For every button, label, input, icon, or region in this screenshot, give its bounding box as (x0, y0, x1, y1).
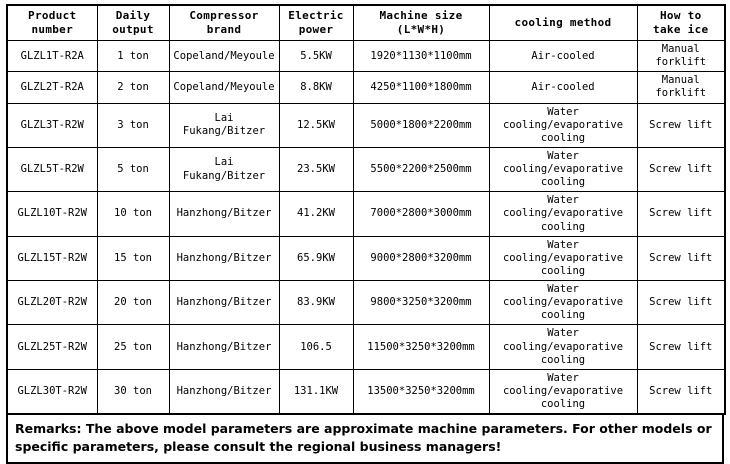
table-row (7, 281, 725, 325)
cell-line: Water (547, 283, 579, 295)
cell-machine-size: 4250*1100*1800mm (353, 72, 489, 103)
cell-take-ice (637, 325, 725, 369)
cell-line: Manual (661, 43, 700, 55)
cell-electric-power: 65.9KW (279, 236, 353, 280)
cell-cooling-method (489, 103, 637, 147)
cell-product-number: GLZL30T-R2W (7, 369, 97, 414)
cell-line: Hanzhong/Bitzer (176, 340, 272, 353)
cell-line: Hanzhong/Bitzer (176, 251, 272, 264)
table-row (7, 192, 725, 236)
column-header-daily-output (97, 5, 169, 41)
cell-line: Lai (214, 112, 234, 125)
cell-take-ice (637, 103, 725, 147)
cell-compressor-brand (169, 147, 279, 191)
cell-daily-output: 1 ton (97, 41, 169, 72)
cell-line: forklift (655, 56, 707, 69)
cell-cooling-method (489, 369, 637, 414)
cell-line: cooling (540, 264, 586, 277)
table-row (7, 103, 725, 147)
cell-take-ice (637, 147, 725, 191)
cell-compressor-brand (169, 41, 279, 72)
header-line: (L*W*H) (396, 23, 446, 36)
cell-compressor-brand (169, 72, 279, 103)
cell-daily-output: 10 ton (97, 192, 169, 236)
cell-electric-power: 12.5KW (279, 103, 353, 147)
cell-line: cooling/evaporative (502, 251, 624, 264)
cell-cooling-method (489, 236, 637, 280)
cell-cooling-method (489, 147, 637, 191)
cell-line: Water (547, 238, 579, 251)
cell-line: Fukang/Bitzer (182, 125, 266, 138)
header-line: How to (659, 9, 702, 23)
cell-product-number: GLZL20T-R2W (7, 281, 97, 325)
cell-compressor-brand (169, 192, 279, 236)
header-line: Electric (288, 9, 344, 23)
cell-take-ice (637, 72, 725, 103)
header-line: output (112, 23, 154, 36)
cell-line: Lai (214, 156, 234, 169)
remarks-line-1: Remarks: The above model parameters are approximate machine parameters. For other models or (15, 421, 712, 437)
cell-daily-output: 30 ton (97, 369, 169, 414)
cell-line: cooling/evaporative (502, 384, 624, 397)
cell-line: Air-cooled (531, 80, 595, 93)
cell-line: Water (547, 194, 579, 207)
cell-compressor-brand (169, 281, 279, 325)
cell-machine-size: 7000*2800*3000mm (353, 192, 489, 236)
cell-line: Screw lift (649, 296, 713, 309)
header-line: number (31, 23, 74, 36)
cell-line: Water (547, 327, 579, 340)
cell-line: cooling (540, 131, 586, 144)
cell-take-ice (637, 192, 725, 236)
cell-take-ice (637, 41, 725, 72)
table-row (7, 41, 725, 72)
column-header-cooling-method (489, 5, 637, 41)
cell-electric-power: 23.5KW (279, 147, 353, 191)
cell-line: Screw lift (649, 118, 713, 131)
cell-line: cooling (540, 398, 586, 410)
cell-cooling-method (489, 325, 637, 369)
cell-take-ice (637, 281, 725, 325)
cell-cooling-method (489, 281, 637, 325)
header-line: Machine size (379, 9, 463, 23)
table-row (7, 325, 725, 369)
cell-cooling-method (489, 192, 637, 236)
cell-electric-power: 8.8KW (279, 72, 353, 103)
table-body (7, 41, 725, 415)
column-header-machine-size (353, 5, 489, 41)
column-header-take-ice (637, 5, 725, 41)
cell-line: Screw lift (649, 384, 713, 397)
cell-product-number: GLZL25T-R2W (7, 325, 97, 369)
cell-machine-size: 11500*3250*3200mm (353, 325, 489, 369)
cell-daily-output: 3 ton (97, 103, 169, 147)
cell-line: Water (547, 149, 579, 162)
table-header-row (7, 5, 725, 41)
cell-line: Fukang/Bitzer (182, 169, 266, 182)
column-header-compressor-brand (169, 5, 279, 41)
cell-line: cooling (540, 309, 586, 322)
cell-line: Screw lift (649, 163, 713, 175)
cell-line: Hanzhong/Bitzer (176, 296, 272, 309)
cell-line: Copeland/Meyoule (173, 80, 275, 93)
header-line: Product (28, 9, 77, 23)
cell-line: Water (547, 371, 579, 384)
cell-line: Screw lift (649, 340, 713, 353)
cell-line: Screw lift (649, 207, 713, 220)
cell-cooling-method (489, 72, 637, 103)
table-row (7, 369, 725, 414)
cell-line: cooling/evaporative (502, 163, 624, 175)
cell-machine-size: 5000*1800*2200mm (353, 103, 489, 147)
table-row (7, 236, 725, 280)
cell-product-number: GLZL15T-R2W (7, 236, 97, 280)
header-line: power (298, 23, 334, 36)
cell-line: cooling (540, 220, 586, 233)
cell-electric-power: 106.5 (279, 325, 353, 369)
cell-electric-power: 41.2KW (279, 192, 353, 236)
specification-table (6, 4, 726, 415)
cell-product-number: GLZL1T-R2A (7, 41, 97, 72)
cell-compressor-brand (169, 103, 279, 147)
remarks-line-2: specific parameters, please consult the regional business managers! (15, 439, 502, 455)
cell-line: Copeland/Meyoule (173, 49, 275, 62)
cell-compressor-brand (169, 325, 279, 369)
header-line: take ice (653, 23, 709, 36)
table-row (7, 72, 725, 103)
cell-machine-size: 1920*1130*1100mm (353, 41, 489, 72)
cell-take-ice (637, 236, 725, 280)
header-line: cooling method (514, 16, 612, 30)
cell-daily-output: 20 ton (97, 281, 169, 325)
cell-line: Hanzhong/Bitzer (176, 207, 272, 220)
header-line: Compressor (189, 9, 259, 23)
cell-line: Water (547, 105, 579, 118)
cell-line: cooling/evaporative (502, 340, 624, 353)
cell-line: cooling/evaporative (502, 118, 624, 131)
cell-daily-output: 25 ton (97, 325, 169, 369)
table-header (7, 5, 725, 41)
cell-cooling-method (489, 41, 637, 72)
cell-line: cooling/evaporative (502, 207, 624, 220)
cell-line: Manual (661, 74, 700, 87)
cell-line: Hanzhong/Bitzer (176, 384, 272, 397)
cell-product-number: GLZL10T-R2W (7, 192, 97, 236)
cell-line: cooling/evaporative (502, 296, 624, 309)
cell-daily-output: 5 ton (97, 147, 169, 191)
header-line: Daily (115, 9, 151, 23)
cell-machine-size: 13500*3250*3200mm (353, 369, 489, 414)
cell-product-number: GLZL3T-R2W (7, 103, 97, 147)
cell-compressor-brand (169, 369, 279, 414)
cell-line: forklift (655, 87, 707, 100)
cell-line: Screw lift (649, 251, 713, 264)
cell-daily-output: 2 ton (97, 72, 169, 103)
column-header-product-number (7, 5, 97, 41)
cell-electric-power: 5.5KW (279, 41, 353, 72)
header-line: brand (206, 23, 242, 36)
cell-line: cooling (540, 176, 586, 189)
column-header-electric-power (279, 5, 353, 41)
cell-machine-size: 5500*2200*2500mm (353, 147, 489, 191)
cell-daily-output: 15 ton (97, 236, 169, 280)
table-row (7, 147, 725, 191)
cell-product-number: GLZL2T-R2A (7, 72, 97, 103)
cell-take-ice (637, 369, 725, 414)
cell-electric-power: 83.9KW (279, 281, 353, 325)
cell-product-number: GLZL5T-R2W (7, 147, 97, 191)
cell-compressor-brand (169, 236, 279, 280)
cell-electric-power: 131.1KW (279, 369, 353, 414)
remarks-note (6, 415, 724, 464)
cell-machine-size: 9800*3250*3200mm (353, 281, 489, 325)
cell-line: cooling (540, 353, 586, 366)
cell-machine-size: 9000*2800*3200mm (353, 236, 489, 280)
cell-line: Air-cooled (531, 49, 595, 62)
